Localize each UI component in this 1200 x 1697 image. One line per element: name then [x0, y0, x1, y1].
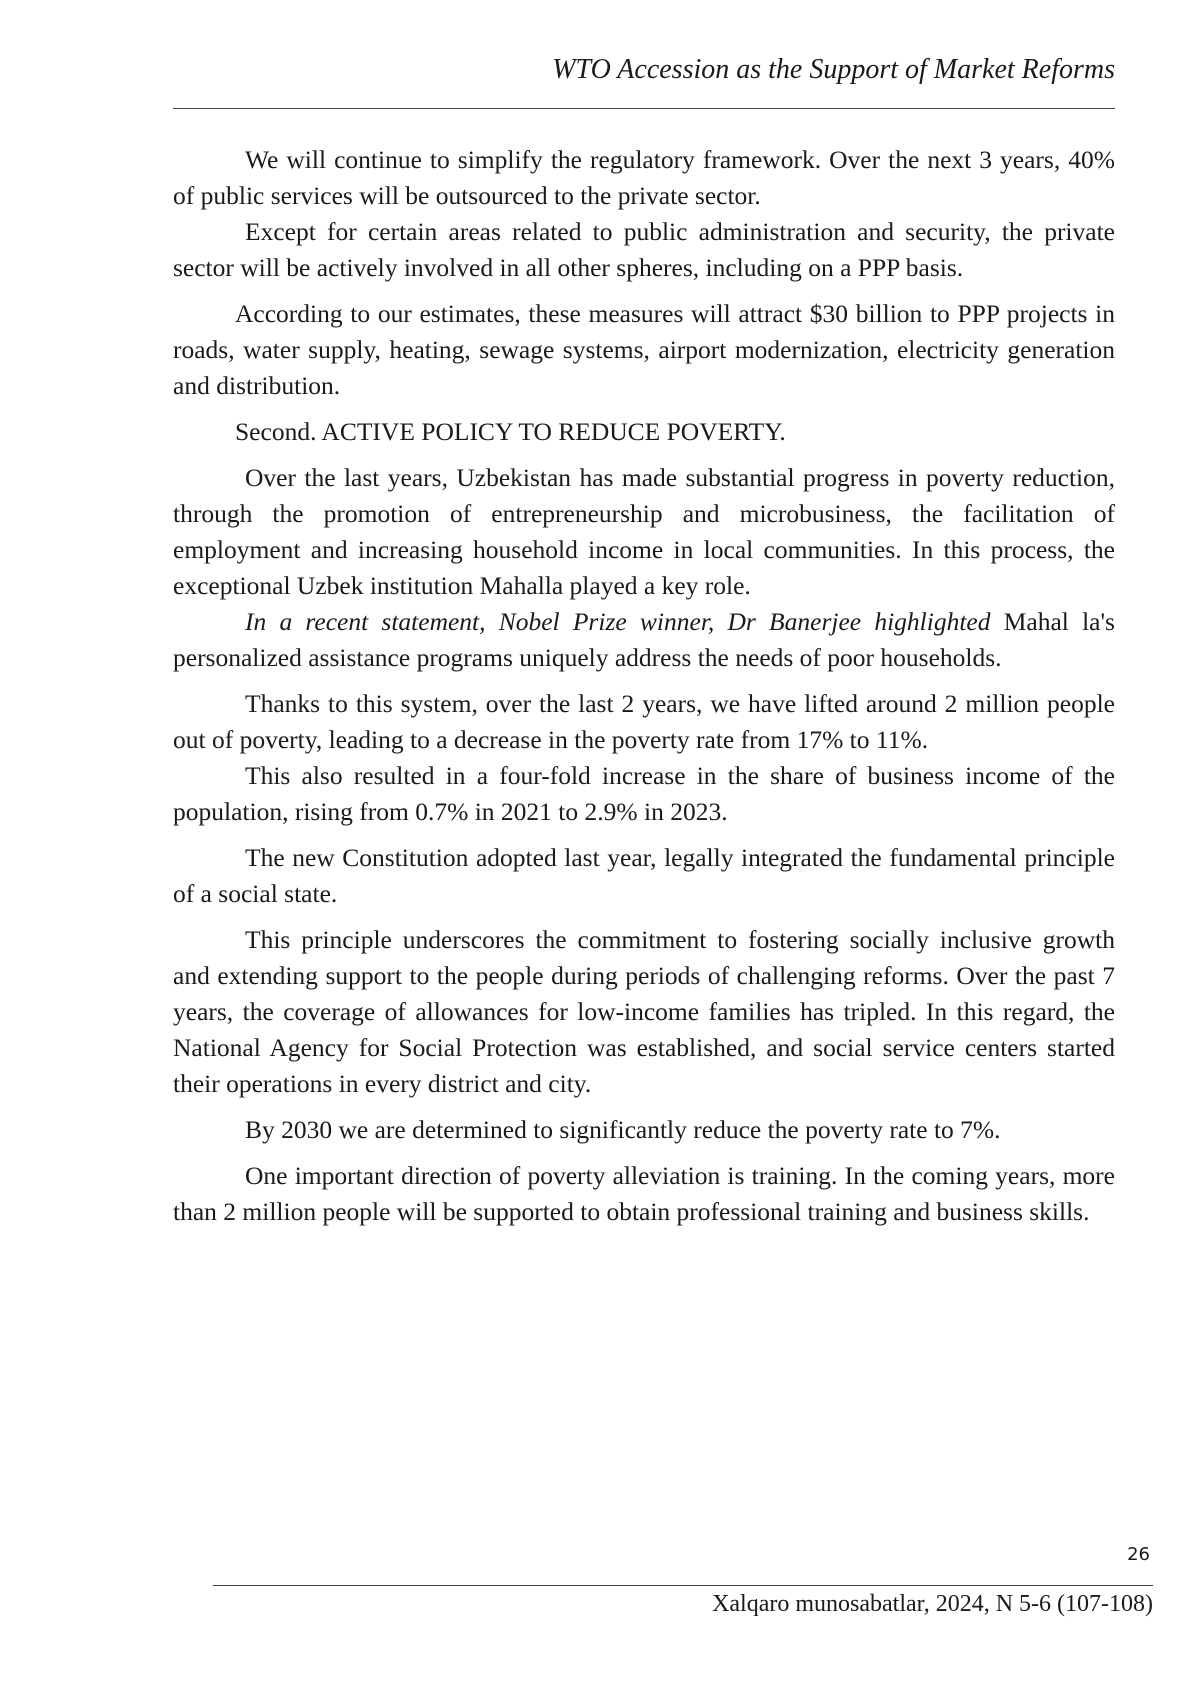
- journal-citation: Xalqaro munosabatlar, 2024, N 5-6 (107-108): [712, 1591, 1153, 1617]
- paragraph-poverty-progress: Over the last years, Uzbekistan has made substantial progress in poverty reduction, through the promotion of entrepreneurship and microbusiness, the facilitation of employment and increasing household income in local communities. In this process, the exceptional Uzbek institution Mahalla played a key role.: [173, 463, 1115, 600]
- paragraph-banerjee-statement: [173, 604, 1115, 676]
- paragraph-training: One important direction of poverty alleviation is training. In the coming years, more than 2 million people will be supported to obtain professional training and business skills.: [173, 1161, 1115, 1226]
- paragraph-business-income: This also resulted in a four-fold increase in the share of business income of the population, rising from 0.7% in 2021 to 2.9% in 2023.: [173, 761, 1115, 826]
- banerjee-quote-rest: Mahal la's personalized assistance programs uniquely address the needs of poor households.: [173, 607, 1115, 672]
- section-heading-poverty: Second. ACTIVE POLICY TO REDUCE POVERTY.: [235, 417, 786, 446]
- paragraph-regulatory-framework: We will continue to simplify the regulatory framework. Over the next 3 years, 40% of public services will be outsourced to the private sector.: [173, 145, 1115, 210]
- paragraph-2030-goal: By 2030 we are determined to significantly reduce the poverty rate to 7%.: [245, 1115, 1001, 1144]
- header-divider: [173, 108, 1115, 109]
- footer-divider: [213, 1585, 1153, 1586]
- page-number: 26: [1127, 1544, 1150, 1565]
- paragraph-social-state-principle: This principle underscores the commitment to fostering socially inclusive growth and extending support to the people during periods of challenging reforms. Over the past 7 years, the coverage of allowances for low-income families has tripled. In this regard, the National Agency for Social Protection was established, and social service centers started their operations in every district and city.: [173, 925, 1115, 1098]
- banerjee-quote-intro: In a recent statement, Nobel Prize winner, Dr Banerjee highlighted: [245, 607, 991, 636]
- article-body: [173, 142, 1115, 1236]
- paragraph-private-sector: Except for certain areas related to public administration and security, the private sector will be actively involved in all other spheres, including on a PPP basis.: [173, 217, 1115, 282]
- paragraph-new-constitution: The new Constitution adopted last year, legally integrated the fundamental principle of a social state.: [173, 843, 1115, 908]
- paragraph-lifted-out-of-poverty: Thanks to this system, over the last 2 years, we have lifted around 2 million people out of poverty, leading to a decrease in the poverty rate from 17% to 11%.: [173, 689, 1115, 754]
- paragraph-ppp-estimates: According to our estimates, these measures will attract $30 billion to PPP projects in roads, water supply, heating, sewage systems, airport modernization, electricity generation and distribution.: [173, 299, 1115, 400]
- running-header-title: WTO Accession as the Support of Market Reforms: [552, 54, 1115, 85]
